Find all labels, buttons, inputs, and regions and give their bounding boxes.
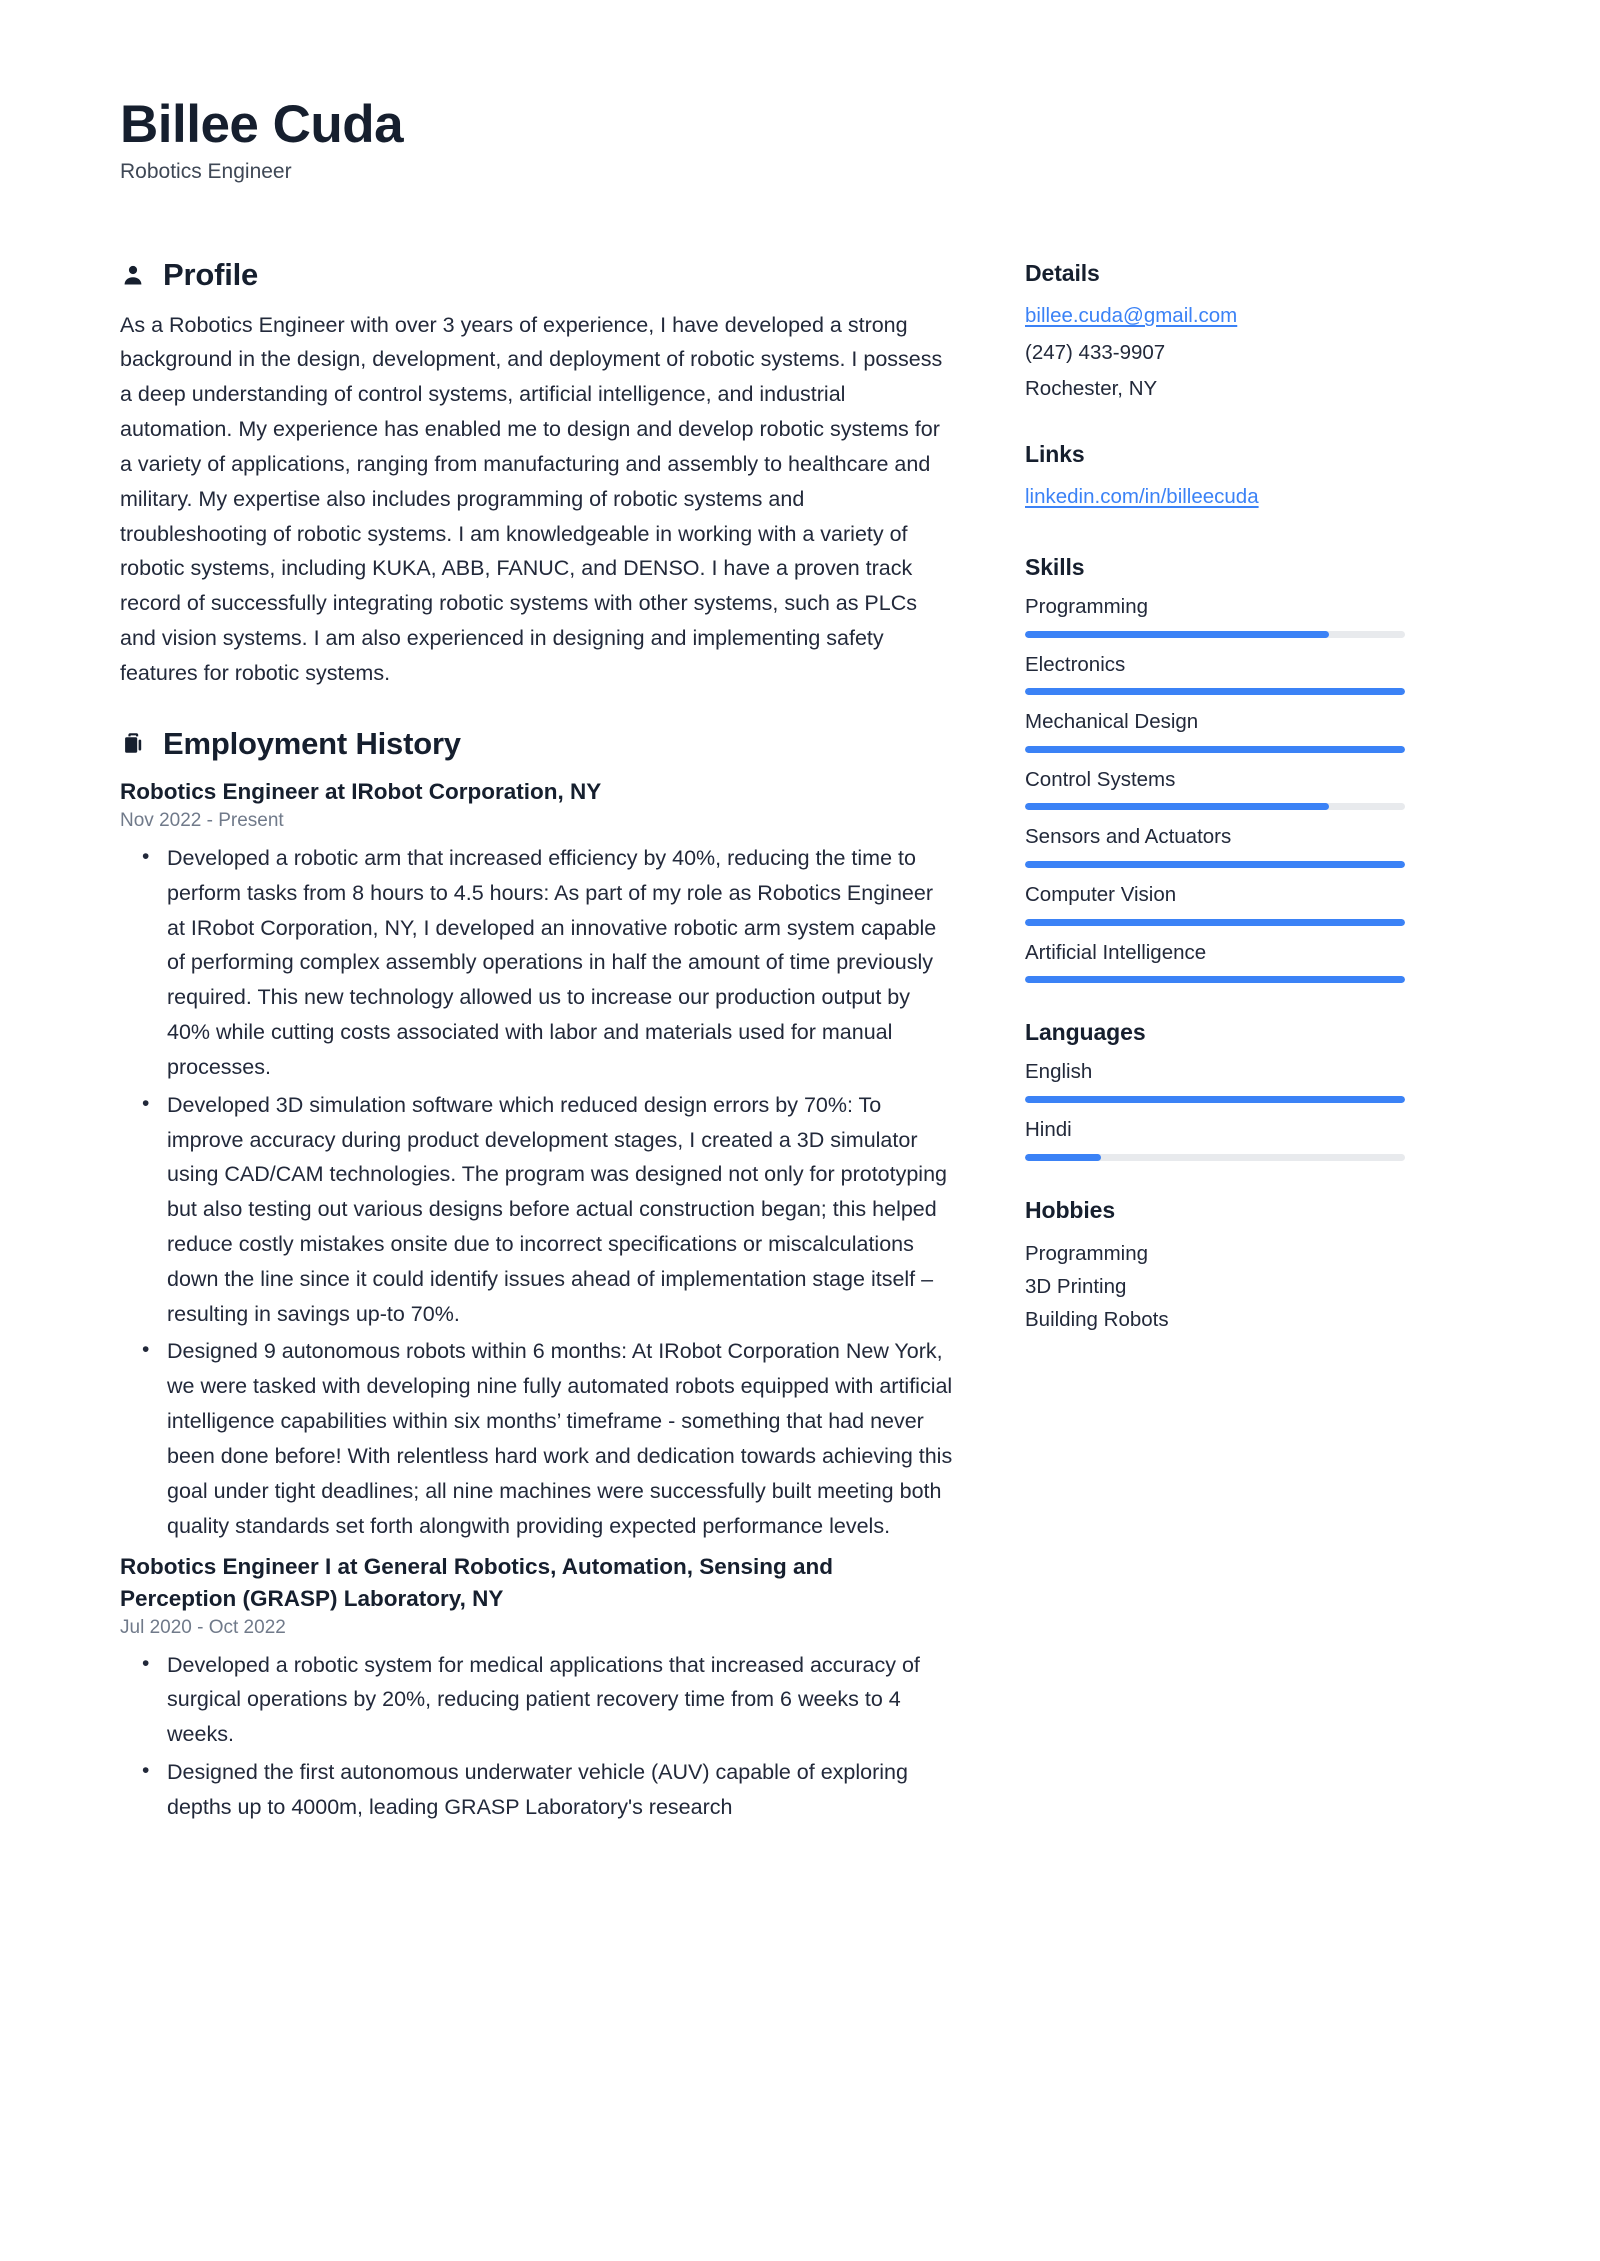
resume-header [120,95,1480,184]
hobbies-heading: Hobbies [1025,1196,1116,1223]
sidebar-languages [1025,1019,1405,1160]
skill-meter-fill [1025,803,1329,810]
job-bullet: • Developed 3D simulation software which reduced design errors by 70%: To improve accuracy during product development stages, I created a 3D simulator using CAD/CAM technologies. The program was designed not only for prototyping but also testing out various designs before actual construction began; this helped reduce costly mistakes onsite due to incorrect specifications or miscalculations down the line since it could identify issues ahead of implementation stage itself – resulting in savings up-to 70%. [120,1088,955,1332]
section-profile [120,256,955,690]
job-bullet: • Developed a robotic arm that increased efficiency by 40%, reducing the time to perform tasks from 8 hours to 4.5 hours: As part of my role as Robotics Engineer at IRobot Corporation, NY, I developed an innovative robotic arm system capable of performing complex assembly operations in half the amount of time previously required. This new technology allowed us to increase our production output by 40% while cutting costs associated with labor and materials used for manual processes. [120,841,955,1085]
skill-meter-fill [1025,631,1329,638]
skill-meter-fill [1025,746,1405,753]
skill-meter-track [1025,919,1405,926]
sidebar-details [1025,260,1405,405]
hobby-item: 3D Printing [1025,1274,1127,1298]
employment-entry [120,776,955,1544]
candidate-name: Billee Cuda [120,95,404,154]
hobby-item: Building Robots [1025,1308,1169,1332]
skill-item [1025,824,1405,868]
phone-number: (247) 433-9907 [1025,340,1166,364]
email-link[interactable]: billee.cuda@gmail.com [1025,304,1238,328]
skill-meter-track [1025,861,1405,868]
language-item [1025,1117,1405,1161]
linkedin-link[interactable]: linkedin.com/in/billeecuda [1025,485,1259,509]
briefcase-icon [120,731,146,755]
skill-item [1025,652,1405,696]
job-bullet: • Designed 9 autonomous robots within 6 months: At IRobot Corporation New York, we were tasked with developing nine fully automated robots equipped with artificial intelligence capabilities within six months’ timeframe - something that had never been done before! With relentless hard work and dedication towards achieving this goal under tight deadlines; all nine machines were successfully built meeting both quality standards set forth alongwith providing expected performance levels. [120,1334,955,1543]
skill-meter-track [1025,746,1405,753]
skill-label: Programming [1025,594,1149,618]
employment-entry [120,1551,955,1824]
skill-label: Mechanical Design [1025,710,1199,734]
employment-heading: Employment History [163,725,461,761]
section-employment [120,725,955,1825]
employment-heading-row [120,725,955,762]
sidebar-hobbies [1025,1197,1405,1337]
job-bullet-list [120,1648,955,1825]
skill-meter-fill [1025,688,1405,695]
details-heading: Details [1025,260,1100,287]
skill-label: Computer Vision [1025,883,1177,907]
user-icon [120,263,146,287]
job-title: Robotics Engineer I at General Robotics, Automation, Sensing and Perception (GRASP) Laboratory, NY [120,1554,834,1611]
language-label: Hindi [1025,1117,1072,1141]
skill-item [1025,882,1405,926]
skill-meter-track [1025,688,1405,695]
language-meter-track [1025,1154,1405,1161]
skill-item [1025,767,1405,811]
resume-body [120,256,1480,1858]
skills-heading: Skills [1025,553,1085,580]
language-meter-fill [1025,1096,1405,1103]
location: Rochester, NY [1025,377,1158,401]
links-heading: Links [1025,441,1085,468]
job-dates: Nov 2022 - Present [120,809,284,831]
job-dates: Jul 2020 - Oct 2022 [120,1616,286,1638]
language-label: English [1025,1060,1093,1084]
skill-item [1025,709,1405,753]
skill-item [1025,940,1405,984]
sidebar-links [1025,441,1405,517]
profile-heading: Profile [163,257,259,293]
skill-meter-fill [1025,976,1405,983]
skill-meter-track [1025,976,1405,983]
skill-meter-track [1025,803,1405,810]
job-bullet: • Designed the first autonomous underwater vehicle (AUV) capable of exploring depths up to 4000m, leading GRASP Laboratory's research [120,1755,955,1825]
language-meter-fill [1025,1154,1101,1161]
candidate-job-title: Robotics Engineer [120,160,292,184]
skill-label: Control Systems [1025,767,1176,791]
skill-label: Electronics [1025,652,1126,676]
skill-meter-fill [1025,861,1405,868]
skill-meter-fill [1025,919,1405,926]
sidebar-skills [1025,554,1405,983]
main-column [120,256,1025,1858]
skill-meter-track [1025,631,1405,638]
hobby-item: Programming [1025,1241,1149,1265]
languages-heading: Languages [1025,1019,1146,1046]
sidebar-column [1025,256,1405,1372]
profile-text: As a Robotics Engineer with over 3 years of experience, I have developed a strong background in the design, development, and deployment of robotic systems. I possess a deep understanding of control systems, artificial intelligence, and industrial automation. My experience has enabled me to design and develop robotic systems for a variety of applications, ranging from manufacturing and assembly to healthcare and military. My expertise also includes programming of robotic systems and troubleshooting of robotic systems. I am knowledgeable in working with a variety of robotic systems, including KUKA, ABB, FANUC, and DENSO. I have a proven track record of successfully integrating robotic systems with other systems, such as PLCs and vision systems. I am also experienced in designing and implementing safety features for robotic systems. [120,312,943,685]
skill-item [1025,594,1405,638]
language-meter-track [1025,1096,1405,1103]
language-item [1025,1059,1405,1103]
skill-label: Sensors and Actuators [1025,825,1232,849]
job-title: Robotics Engineer at IRobot Corporation, NY [120,778,602,804]
profile-heading-row [120,256,955,293]
job-bullet: • Developed a robotic system for medical applications that increased accuracy of surgical operations by 20%, reducing patient recovery time from 6 weeks to 4 weeks. [120,1648,955,1752]
job-bullet-list [120,841,955,1544]
skill-label: Artificial Intelligence [1025,940,1207,964]
